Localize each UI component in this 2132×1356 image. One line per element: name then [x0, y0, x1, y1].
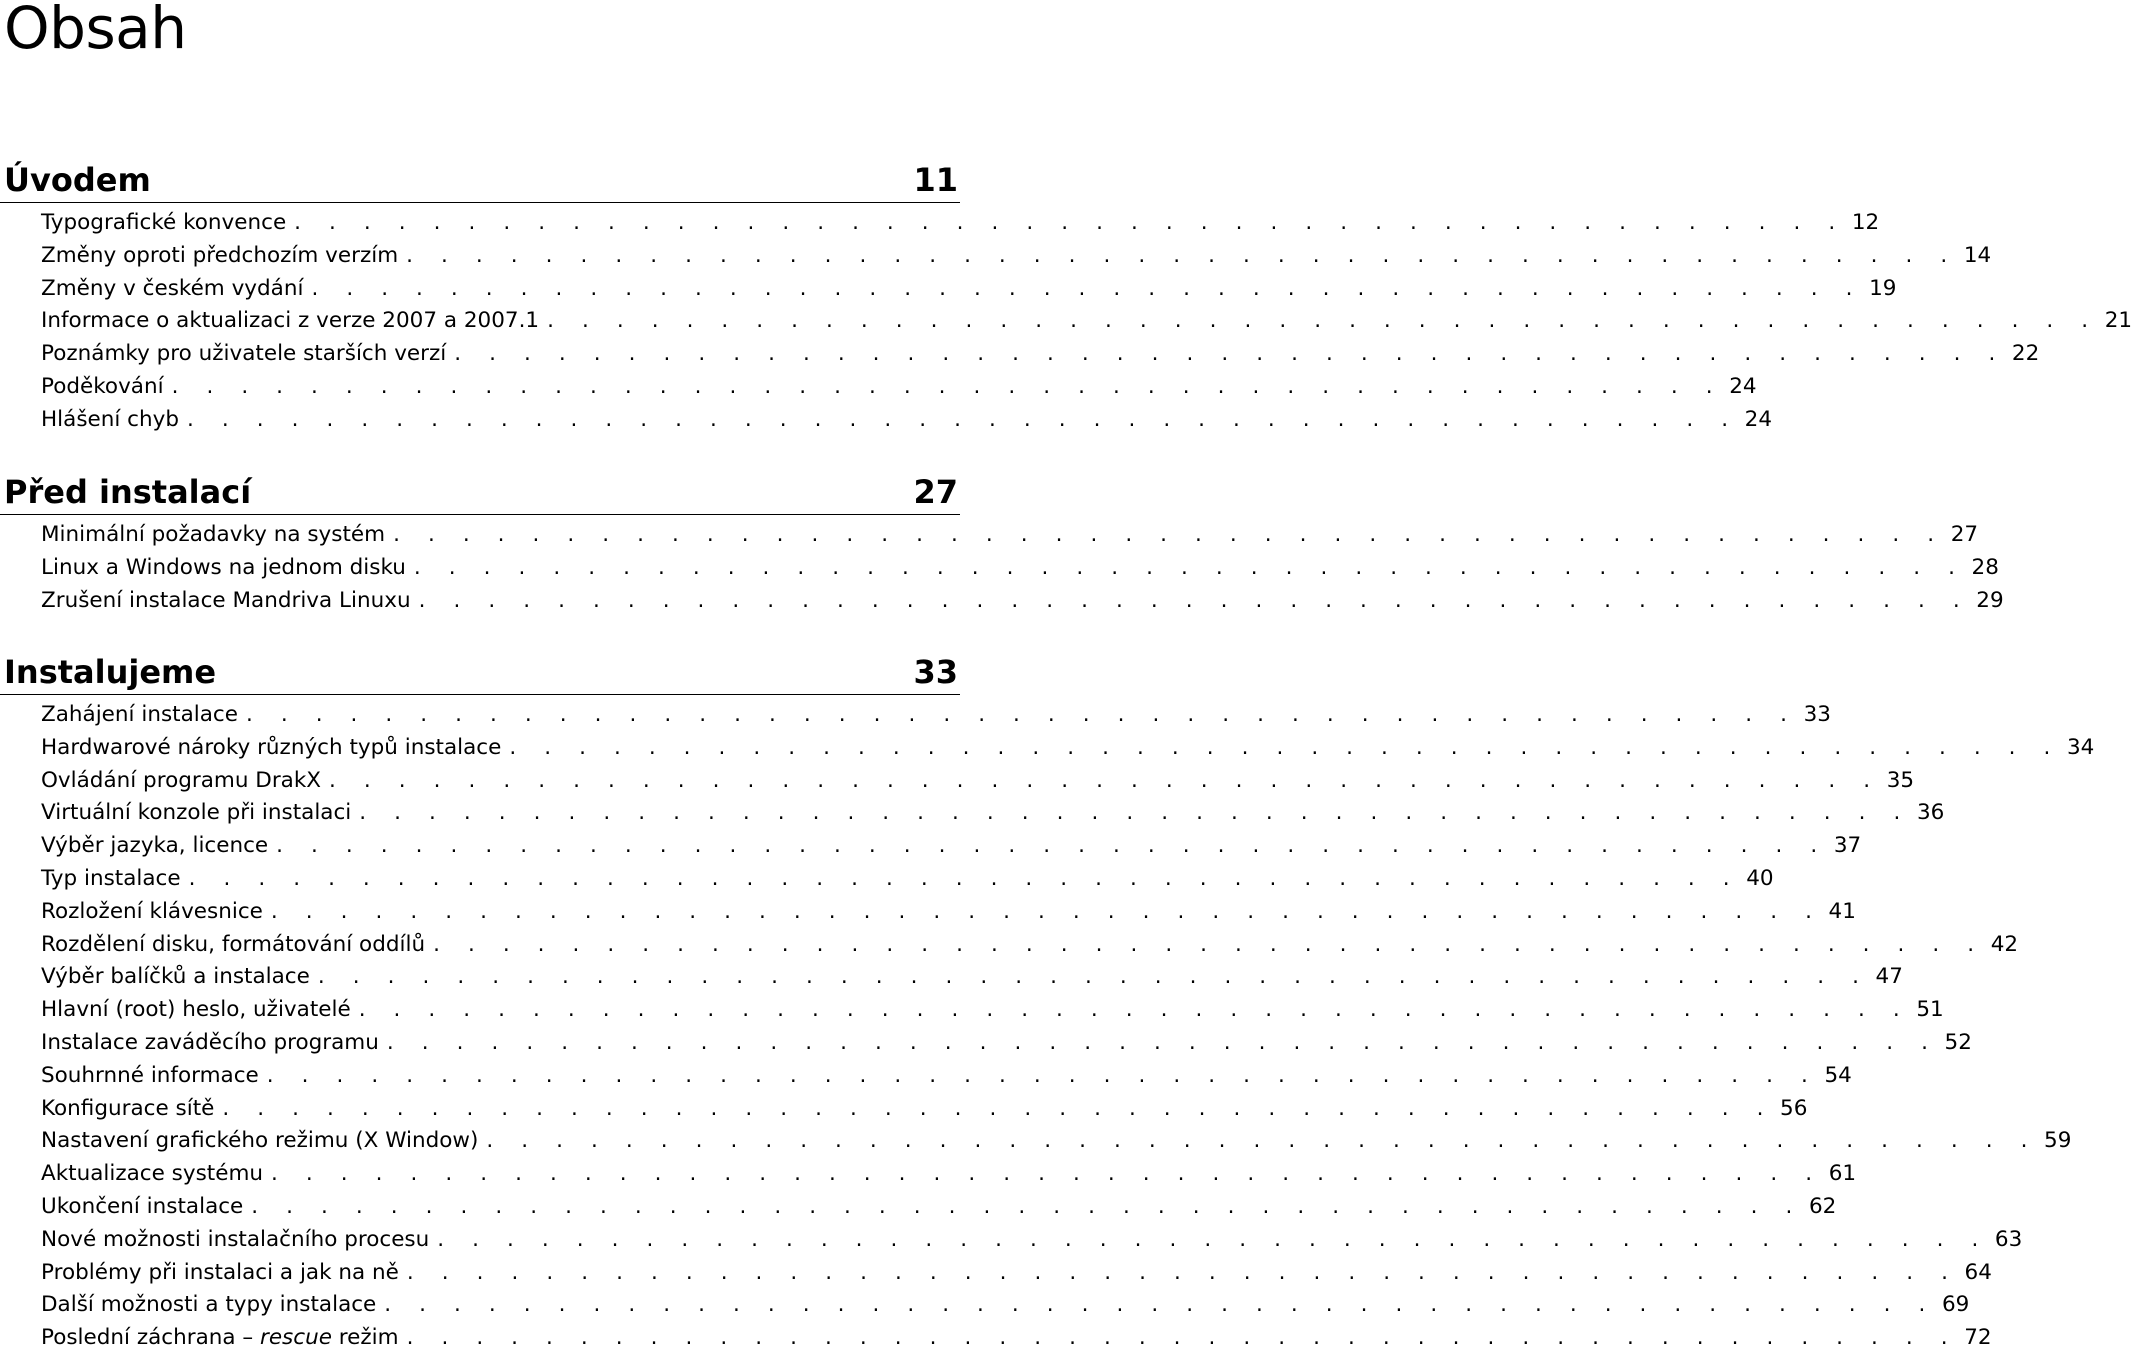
- toc-entry-label: Zahájení instalace: [41, 699, 246, 732]
- toc-entry-label: Poděkování: [41, 371, 172, 404]
- toc-entry[interactable]: [0, 1257, 1992, 1290]
- toc-entry[interactable]: [0, 1191, 1837, 1224]
- toc-entry[interactable]: [0, 699, 1831, 732]
- toc-entry-label: Nastavení grafického režimu (X Window): [41, 1125, 486, 1158]
- toc-entry[interactable]: [0, 1322, 1992, 1355]
- chapter-title: Před instalací: [4, 473, 252, 511]
- toc-entry[interactable]: [0, 765, 1915, 798]
- chapter-page: 33: [913, 653, 958, 691]
- dot-leader: . . . . . . . . . . . . . . . . . . . . . . . . . . . . . . . . . . . . . . . . . . . . .: [171, 373, 1724, 399]
- chapter-pred-instalaci: [0, 472, 2004, 617]
- chapter-heading[interactable]: [0, 160, 960, 200]
- dot-leader: . . . . . . . . . . . . . . . . . . . . . . . . . . . . . . . . . . . . . . . . . . . . .: [294, 210, 1846, 235]
- toc-entry-page: 51: [1916, 997, 1944, 1023]
- dot-leader: . . . . . . . . . . . . . . . . . . . . . . . . . . . . . . . . . . . . . . . . . . . . .: [386, 1029, 1939, 1055]
- dot-leader: . . . . . . . . . . . . . . . . . . . . . . . . . . . . . . . . . . . . . . . . . . . . .: [384, 1292, 1936, 1318]
- dot-leader: . . . . . . . . . . . . . . . . . . . . . . . . . . . . . . . . . . . . . . . . . . . . .: [276, 833, 1828, 859]
- toc-entry-label: Linux a Windows na jednom disku: [41, 552, 414, 585]
- toc-entry-label: Změny oproti předchozím verzím: [41, 240, 406, 273]
- dot-leader: . . . . . . . . . . . . . . . . . . . . . . . . . . . . . . . . . . . . . . . . . . . . .: [311, 275, 1864, 301]
- dot-leader: . . . . . . . . . . . . . . . . . . . . . . . . . . . . . . . . . . . . . . . . . . . . .: [222, 1095, 1775, 1121]
- toc-entry[interactable]: [0, 732, 2095, 765]
- toc-entry-page: 35: [1886, 767, 1915, 793]
- dot-leader: . . . . . . . . . . . . . . . . . . . . . . . . . . . . . . . . . . . . . . . . . . . . .: [393, 522, 1945, 547]
- toc-entry[interactable]: [0, 1060, 1852, 1093]
- dot-leader: . . . . . . . . . . . . . . . . . . . . . . . . . . . . . . . . . . . . . . . . . . . . .: [486, 1128, 2039, 1154]
- toc-entry-label: Nové možnosti instalačního procesu: [41, 1224, 437, 1257]
- toc-entry[interactable]: [0, 863, 1774, 896]
- toc-entry[interactable]: [0, 1289, 1970, 1322]
- chapter-heading[interactable]: [0, 652, 960, 692]
- toc-entry[interactable]: [0, 961, 1903, 994]
- toc-entry-page: 29: [1976, 587, 2004, 613]
- toc-entry[interactable]: [0, 830, 1862, 863]
- toc-entry-page: 19: [1869, 275, 1897, 301]
- toc-entry-page: 72: [1964, 1325, 1992, 1351]
- toc-entry-label: [41, 1322, 407, 1355]
- dot-leader: . . . . . . . . . . . . . . . . . . . . . . . . . . . . . . . . . . . . . . . . . . . . .: [406, 242, 1958, 268]
- dot-leader: . . . . . . . . . . . . . . . . . . . . . . . . . . . . . . . . . . . . . . . . . . . . .: [187, 406, 1739, 432]
- toc-entry-label: Typ instalace: [41, 863, 189, 896]
- toc-entry[interactable]: [0, 896, 1856, 929]
- toc-entry-label: Ovládání programu DrakX: [41, 765, 329, 798]
- toc-entry-label: Hlášení chyb: [41, 404, 187, 437]
- toc-entry-page: 47: [1875, 964, 1903, 990]
- chapter-rule: [0, 202, 960, 203]
- toc-entry-label: Ukončení instalace: [41, 1191, 251, 1224]
- dot-leader: . . . . . . . . . . . . . . . . . . . . . . . . . . . . . . . . . . . . . . . . . . . . .: [251, 1193, 1803, 1219]
- toc-entry-page: 63: [1994, 1226, 2023, 1252]
- toc-entry[interactable]: [0, 1027, 1972, 1060]
- toc-entry[interactable]: [0, 371, 1757, 404]
- toc-entry-page: 61: [1828, 1161, 1857, 1187]
- toc-entry[interactable]: [0, 240, 1992, 273]
- toc-entry-page: 41: [1828, 898, 1856, 924]
- toc-entry-page: 33: [1803, 702, 1831, 727]
- toc-entry-label: Minimální požadavky na systém: [41, 519, 393, 552]
- toc-entry-page: 12: [1851, 210, 1880, 235]
- toc-entry-page: 27: [1950, 522, 1979, 547]
- dot-leader: . . . . . . . . . . . . . . . . . . . . . . . . . . . . . . . . . . . . . . . . . . . . .: [547, 308, 2099, 334]
- toc-entry-label: Aktualizace systému: [41, 1158, 271, 1191]
- toc-entry-label: Další možnosti a typy instalace: [41, 1289, 384, 1322]
- toc-entry[interactable]: [0, 338, 2040, 371]
- toc-entry-page: 69: [1941, 1292, 1970, 1318]
- dot-leader: . . . . . . . . . . . . . . . . . . . . . . . . . . . . . . . . . . . . . . . . . . . . .: [245, 702, 1798, 727]
- entry-list: [0, 207, 2132, 437]
- chapter-rule: [0, 694, 960, 695]
- page-title: Obsah: [4, 0, 187, 62]
- toc-entry[interactable]: [0, 1125, 2072, 1158]
- dot-leader: . . . . . . . . . . . . . . . . . . . . . . . . . . . . . . . . . . . . . . . . . . . . .: [406, 1325, 1959, 1351]
- toc-entry-label: Výběr jazyka, licence: [41, 830, 276, 863]
- dot-leader: . . . . . . . . . . . . . . . . . . . . . . . . . . . . . . . . . . . . . . . . . . . . .: [437, 1226, 1989, 1252]
- dot-leader: . . . . . . . . . . . . . . . . . . . . . . . . . . . . . . . . . . . . . . . . . . . . .: [188, 865, 1741, 891]
- toc-entry[interactable]: [0, 797, 1945, 830]
- toc-entry-page: 34: [2067, 734, 2095, 760]
- chapter-uvodem: [0, 160, 2132, 437]
- toc-entry[interactable]: [0, 585, 2004, 618]
- toc-entry-label: Souhrnné informace: [41, 1060, 267, 1093]
- chapter-heading[interactable]: [0, 472, 960, 512]
- dot-leader: . . . . . . . . . . . . . . . . . . . . . . . . . . . . . . . . . . . . . . . . . . . . .: [358, 997, 1911, 1023]
- toc-entry-page: 40: [1746, 865, 1774, 891]
- toc-entry-label: Instalace zaváděcího programu: [41, 1027, 387, 1060]
- toc-entry-label-part: režim: [331, 1325, 399, 1351]
- toc-entry[interactable]: [0, 1224, 2023, 1257]
- chapter-page: 27: [913, 473, 958, 511]
- chapter-page: 11: [913, 161, 958, 199]
- chapter-title: Instalujeme: [4, 653, 217, 691]
- toc-entry-label: Konfigurace sítě: [41, 1093, 222, 1126]
- toc-entry[interactable]: [0, 519, 1979, 552]
- toc-entry-page: 62: [1808, 1193, 1837, 1219]
- toc-entry-label: Výběr balíčků a instalace: [41, 961, 318, 994]
- dot-leader: . . . . . . . . . . . . . . . . . . . . . . . . . . . . . . . . . . . . . . . . . . . . .: [270, 898, 1823, 924]
- toc-entry[interactable]: [0, 207, 1880, 240]
- toc-entry-page: 22: [2011, 341, 2040, 367]
- toc-entry-page: 37: [1833, 833, 1862, 859]
- toc-entry-label: Virtuální konzole při instalaci: [41, 797, 359, 830]
- toc-entry-page: 28: [1971, 554, 1999, 580]
- toc-entry-page: 54: [1824, 1062, 1852, 1088]
- toc-entry[interactable]: [0, 273, 1897, 306]
- chapter-instalujeme: [0, 652, 2095, 1355]
- toc-entry-label: Rozložení klávesnice: [41, 896, 271, 929]
- dot-leader: . . . . . . . . . . . . . . . . . . . . . . . . . . . . . . . . . . . . . . . . . . . . .: [329, 767, 1881, 793]
- dot-leader: . . . . . . . . . . . . . . . . . . . . . . . . . . . . . . . . . . . . . . . . . . . . .: [454, 341, 2006, 367]
- toc-entry-label: Problémy při instalaci a jak na ně: [41, 1257, 407, 1290]
- entry-list: [0, 519, 2004, 617]
- dot-leader: . . . . . . . . . . . . . . . . . . . . . . . . . . . . . . . . . . . . . . . . . . . . .: [406, 1259, 1959, 1285]
- dot-leader: . . . . . . . . . . . . . . . . . . . . . . . . . . . . . . . . . . . . . . . . . . . . .: [359, 800, 1911, 826]
- toc-entry-page: 24: [1729, 373, 1757, 399]
- toc-entry[interactable]: [0, 1158, 1857, 1191]
- dot-leader: . . . . . . . . . . . . . . . . . . . . . . . . . . . . . . . . . . . . . . . . . . . . .: [509, 734, 2061, 760]
- chapter-title: Úvodem: [4, 161, 151, 199]
- toc-entry-page: 59: [2044, 1128, 2072, 1154]
- toc-entry-page: 36: [1916, 800, 1945, 826]
- toc-entry-label: Zrušení instalace Mandriva Linuxu: [41, 585, 419, 618]
- toc-entry-label-part: Poslední záchrana –: [41, 1325, 260, 1351]
- toc-entry-page: 64: [1964, 1259, 1992, 1285]
- dot-leader: . . . . . . . . . . . . . . . . . . . . . . . . . . . . . . . . . . . . . . . . . . . . .: [271, 1161, 1823, 1187]
- toc-entry[interactable]: [0, 929, 2019, 962]
- toc-entry-label: Rozdělení disku, formátování oddílů: [41, 929, 433, 962]
- toc-entry[interactable]: [0, 404, 1773, 437]
- toc-entry[interactable]: [0, 305, 2132, 338]
- toc-entry-label: Změny v českém vydání: [41, 273, 311, 306]
- dot-leader: . . . . . . . . . . . . . . . . . . . . . . . . . . . . . . . . . . . . . . . . . . . . .: [418, 587, 1971, 613]
- toc-entry[interactable]: [0, 552, 1999, 585]
- toc-entry-label: Hlavní (root) heslo, uživatelé: [41, 994, 359, 1027]
- toc-entry-page: 21: [2104, 308, 2132, 334]
- toc-entry[interactable]: [0, 994, 1944, 1027]
- dot-leader: . . . . . . . . . . . . . . . . . . . . . . . . . . . . . . . . . . . . . . . . . . . . .: [433, 931, 1985, 957]
- toc-entry-page: 56: [1780, 1095, 1808, 1121]
- chapter-rule: [0, 514, 960, 515]
- toc-entry-label: Poznámky pro uživatele starších verzí: [41, 338, 454, 371]
- toc-entry-label: Hardwarové nároky různých typů instalace: [41, 732, 509, 765]
- toc-entry-page: 42: [1990, 931, 2019, 957]
- entry-list: [0, 699, 2095, 1355]
- toc-entry-page: 24: [1744, 406, 1773, 432]
- dot-leader: . . . . . . . . . . . . . . . . . . . . . . . . . . . . . . . . . . . . . . . . . . . . .: [266, 1062, 1819, 1088]
- toc-entry-label: Informace o aktualizaci z verze 2007 a 2007.1: [41, 305, 547, 338]
- dot-leader: . . . . . . . . . . . . . . . . . . . . . . . . . . . . . . . . . . . . . . . . . . . . .: [317, 964, 1870, 990]
- toc-entry-label: Typografické konvence: [41, 207, 294, 240]
- toc-entry-page: 52: [1944, 1029, 1972, 1055]
- toc-entry-page: 14: [1963, 242, 1992, 268]
- toc-entry-label-emphasis: rescue: [259, 1325, 332, 1351]
- dot-leader: . . . . . . . . . . . . . . . . . . . . . . . . . . . . . . . . . . . . . . . . . . . . .: [413, 554, 1966, 580]
- toc-entry[interactable]: [0, 1093, 1808, 1126]
